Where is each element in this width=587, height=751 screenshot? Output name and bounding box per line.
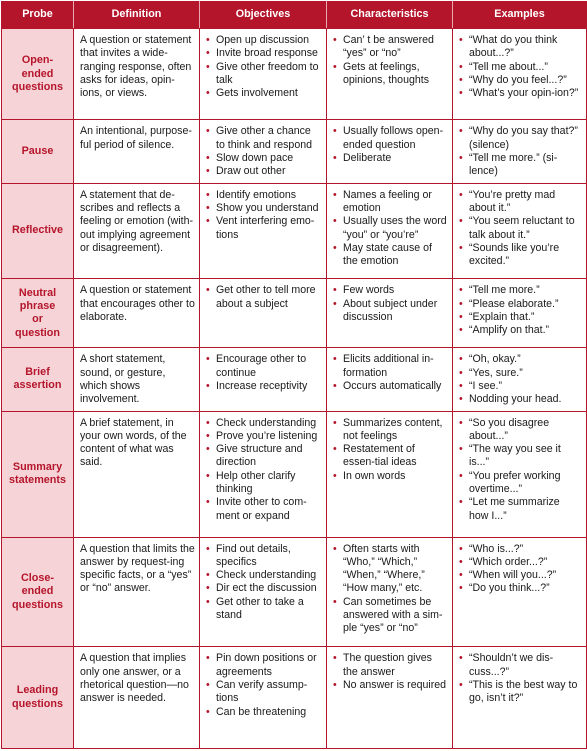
objectives-cell [200,183,327,279]
table-row [2,29,587,120]
table-row [2,279,587,348]
objectives-item: • Invite broad response [206,47,322,60]
characteristics-item: • Usually uses the word “you” or “you’re” [333,215,448,242]
objectives-list [206,125,322,178]
header-characteristics: Characteristics [327,2,453,29]
characteristics-item: • Often starts with “Who,” “Which,” “When,” “Where,” “How many,” etc. [333,543,448,596]
table-row [2,537,587,647]
examples-item: • “What’s your opin-ion?” [459,87,582,100]
probe-name [2,29,74,120]
probe-table [1,1,587,749]
table-row [2,411,587,537]
objectives-list [206,353,322,393]
characteristics-list [333,125,448,165]
examples-item: • “Let me summarize how I...” [459,496,582,523]
table-row [2,647,587,749]
probe-name-line: Open- [21,54,54,67]
characteristics-item: • Can sometimes be answered with a sim-ple “yes” or “no” [333,596,448,636]
probe-name-line: Leading [16,684,59,697]
examples-item: • “I see.” [459,380,582,393]
probe-name-line: questions [12,598,63,611]
probe-name-line: Pause [21,144,54,157]
objectives-item: • Draw out other [206,165,322,178]
objectives-item: • Slow down pace [206,152,322,165]
examples-item: • “You prefer working overtime...” [459,470,582,497]
examples-item: • “Why do you say that?” (silence) [459,125,582,152]
examples-item: • “What do you think about...?” [459,34,582,61]
objectives-item: • Get other to take a stand [206,596,322,623]
examples-item: • “So you disagree about...” [459,417,582,444]
objectives-item: • Give other a chance to think and respond [206,125,322,152]
objectives-item: • Open up discussion [206,34,322,47]
examples-cell [453,411,587,537]
examples-list [459,34,582,100]
objectives-list [206,189,322,242]
objectives-list [206,652,322,718]
characteristics-item: • Few words [333,284,448,297]
characteristics-item: • The question gives the answer [333,652,448,679]
characteristics-cell [327,183,453,279]
characteristics-item: • Deliberate [333,152,448,165]
header-row [2,2,587,29]
characteristics-item: • About subject under discussion [333,298,448,325]
objectives-item: • Gets involvement [206,87,322,100]
objectives-item: • Increase receptivity [206,380,322,393]
examples-item: • “Tell me more.” (si-lence) [459,152,582,179]
characteristics-cell [327,29,453,120]
table-row [2,120,587,183]
characteristics-list [333,417,448,483]
examples-item: • “Which order...?” [459,556,582,569]
examples-item: • “When will you...?” [459,569,582,582]
examples-list [459,353,582,406]
examples-item: • “You seem reluctant to talk about it.” [459,215,582,242]
characteristics-item: • Names a feeling or emotion [333,189,448,216]
characteristics-item: • Restatement of essen-tial ideas [333,443,448,470]
objectives-item: • Check understanding [206,569,322,582]
objectives-item: • Help other clarify thinking [206,470,322,497]
objectives-list [206,417,322,523]
examples-item: • “Tell me more.” [459,284,582,297]
objectives-cell [200,348,327,411]
examples-list [459,189,582,269]
probe-name [2,183,74,279]
probe-name-line: Reflective [11,224,63,237]
probe-name-line: question [15,326,60,339]
examples-item: • “Why do you feel...?” [459,74,582,87]
probe-name-line: ended [21,585,54,598]
objectives-item: • Show you understand [206,202,322,215]
examples-list [459,417,582,523]
examples-item: • “Explain that.” [459,311,582,324]
probe-name-line: Brief [25,366,50,379]
characteristics-item: • Occurs automatically [333,380,448,393]
characteristics-cell [327,348,453,411]
examples-item: • “Shouldn’t we dis-cuss...?” [459,652,582,679]
examples-list [459,125,582,178]
objectives-item: • Prove you’re listening [206,430,322,443]
characteristics-cell [327,120,453,183]
examples-item: • “Yes, sure.” [459,367,582,380]
objectives-cell [200,647,327,749]
objectives-item: • Encourage other to continue [206,353,322,380]
header-examples: Examples [453,2,587,29]
examples-item: • “The way you see it is...” [459,443,582,470]
objectives-item: • Dir ect the discussion [206,582,322,595]
characteristics-list [333,284,448,324]
objectives-item: • Invite other to com-ment or expand [206,496,322,523]
objectives-item: • Check understanding [206,417,322,430]
probe-name [2,411,74,537]
examples-cell [453,537,587,647]
examples-cell [453,29,587,120]
definition-cell: A question that limits the answer by request-ing specific facts, or a “yes” or “no” answer. [74,537,200,647]
examples-item: • “Do you think...?” [459,582,582,595]
probe-name-line: Neutral [18,286,57,299]
probe-name-line: phrase [19,299,56,312]
characteristics-item: • Can’ t be answered “yes” or “no” [333,34,448,61]
probe-name [2,120,74,183]
probe-name [2,537,74,647]
probe-name [2,647,74,749]
objectives-list [206,284,322,311]
objectives-cell [200,279,327,348]
examples-item: • “Sounds like you’re excited.” [459,242,582,269]
examples-cell [453,647,587,749]
probe-name [2,279,74,348]
examples-list [459,543,582,596]
objectives-item: • Can verify assump-tions [206,679,322,706]
examples-item: • “Tell me about...” [459,61,582,74]
examples-item: • “This is the best way to go, isn’t it?” [459,679,582,706]
probe-name-line: assertion [13,379,62,392]
probe-name-line: or [32,313,43,326]
characteristics-list [333,34,448,87]
probe-name-line: ended [21,67,54,80]
characteristics-cell [327,411,453,537]
table-row [2,348,587,411]
examples-cell [453,348,587,411]
probe-name-line: questions [12,80,63,93]
characteristics-item: • May state cause of the emotion [333,242,448,269]
objectives-item: • Can be threatening [206,706,322,719]
examples-cell [453,279,587,348]
table-row [2,183,587,279]
examples-list [459,284,582,337]
characteristics-list [333,353,448,393]
examples-item: • “You’re pretty mad about it.” [459,189,582,216]
objectives-item: • Identify emotions [206,189,322,202]
objectives-list [206,34,322,100]
objectives-item: • Give other freedom to talk [206,61,322,88]
header-definition: Definition [74,2,200,29]
characteristics-cell [327,537,453,647]
objectives-cell [200,120,327,183]
examples-item: • Nodding your head. [459,393,582,406]
probe-name [2,348,74,411]
definition-cell: A question or statement that encourages other to elaborate. [74,279,200,348]
characteristics-cell [327,279,453,348]
objectives-list [206,543,322,623]
probe-name-line: Close- [21,571,54,584]
examples-item: • “Please elaborate.” [459,298,582,311]
characteristics-item: • No answer is required [333,679,448,692]
objectives-item: • Find out details, specifics [206,543,322,570]
examples-list [459,652,582,705]
characteristics-item: • Summarizes content, not feelings [333,417,448,444]
definition-cell: A statement that de-scribes and reflects a feeling or emotion (with-out implying agreement or disagreement). [74,183,200,279]
characteristics-item: • In own words [333,470,448,483]
characteristics-list [333,652,448,692]
objectives-item: • Pin down positions or agreements [206,652,322,679]
objectives-item: • Vent interfering emo-tions [206,215,322,242]
examples-item: • “Amplify on that.” [459,324,582,337]
definition-cell: A question that implies only one answer, or a rhetorical question—no answer is needed. [74,647,200,749]
header-probe: Probe [2,2,74,29]
probe-name-line: statements [8,474,66,487]
objectives-item: • Get other to tell more about a subject [206,284,322,311]
characteristics-cell [327,647,453,749]
characteristics-item: • Gets at feelings, opinions, thoughts [333,61,448,88]
characteristics-list [333,189,448,269]
definition-cell: An intentional, purpose-ful period of silence. [74,120,200,183]
probe-name-line: Summary [12,460,63,473]
characteristics-item: • Usually follows open-ended question [333,125,448,152]
characteristics-list [333,543,448,636]
objectives-item: • Give structure and direction [206,443,322,470]
definition-cell: A brief statement, in your own words, of the content of what was said. [74,411,200,537]
characteristics-item: • Elicits additional in-formation [333,353,448,380]
probe-name-line: questions [12,697,63,710]
examples-cell [453,183,587,279]
objectives-cell [200,29,327,120]
examples-cell [453,120,587,183]
examples-item: • “Oh, okay.” [459,353,582,366]
objectives-cell [200,537,327,647]
examples-item: • “Who is...?” [459,543,582,556]
definition-cell: A question or statement that invites a wide-ranging response, often asks for ideas, opin-ions, or views. [74,29,200,120]
definition-cell: A short statement, sound, or gesture, which shows involvement. [74,348,200,411]
objectives-cell [200,411,327,537]
header-objectives: Objectives [200,2,327,29]
